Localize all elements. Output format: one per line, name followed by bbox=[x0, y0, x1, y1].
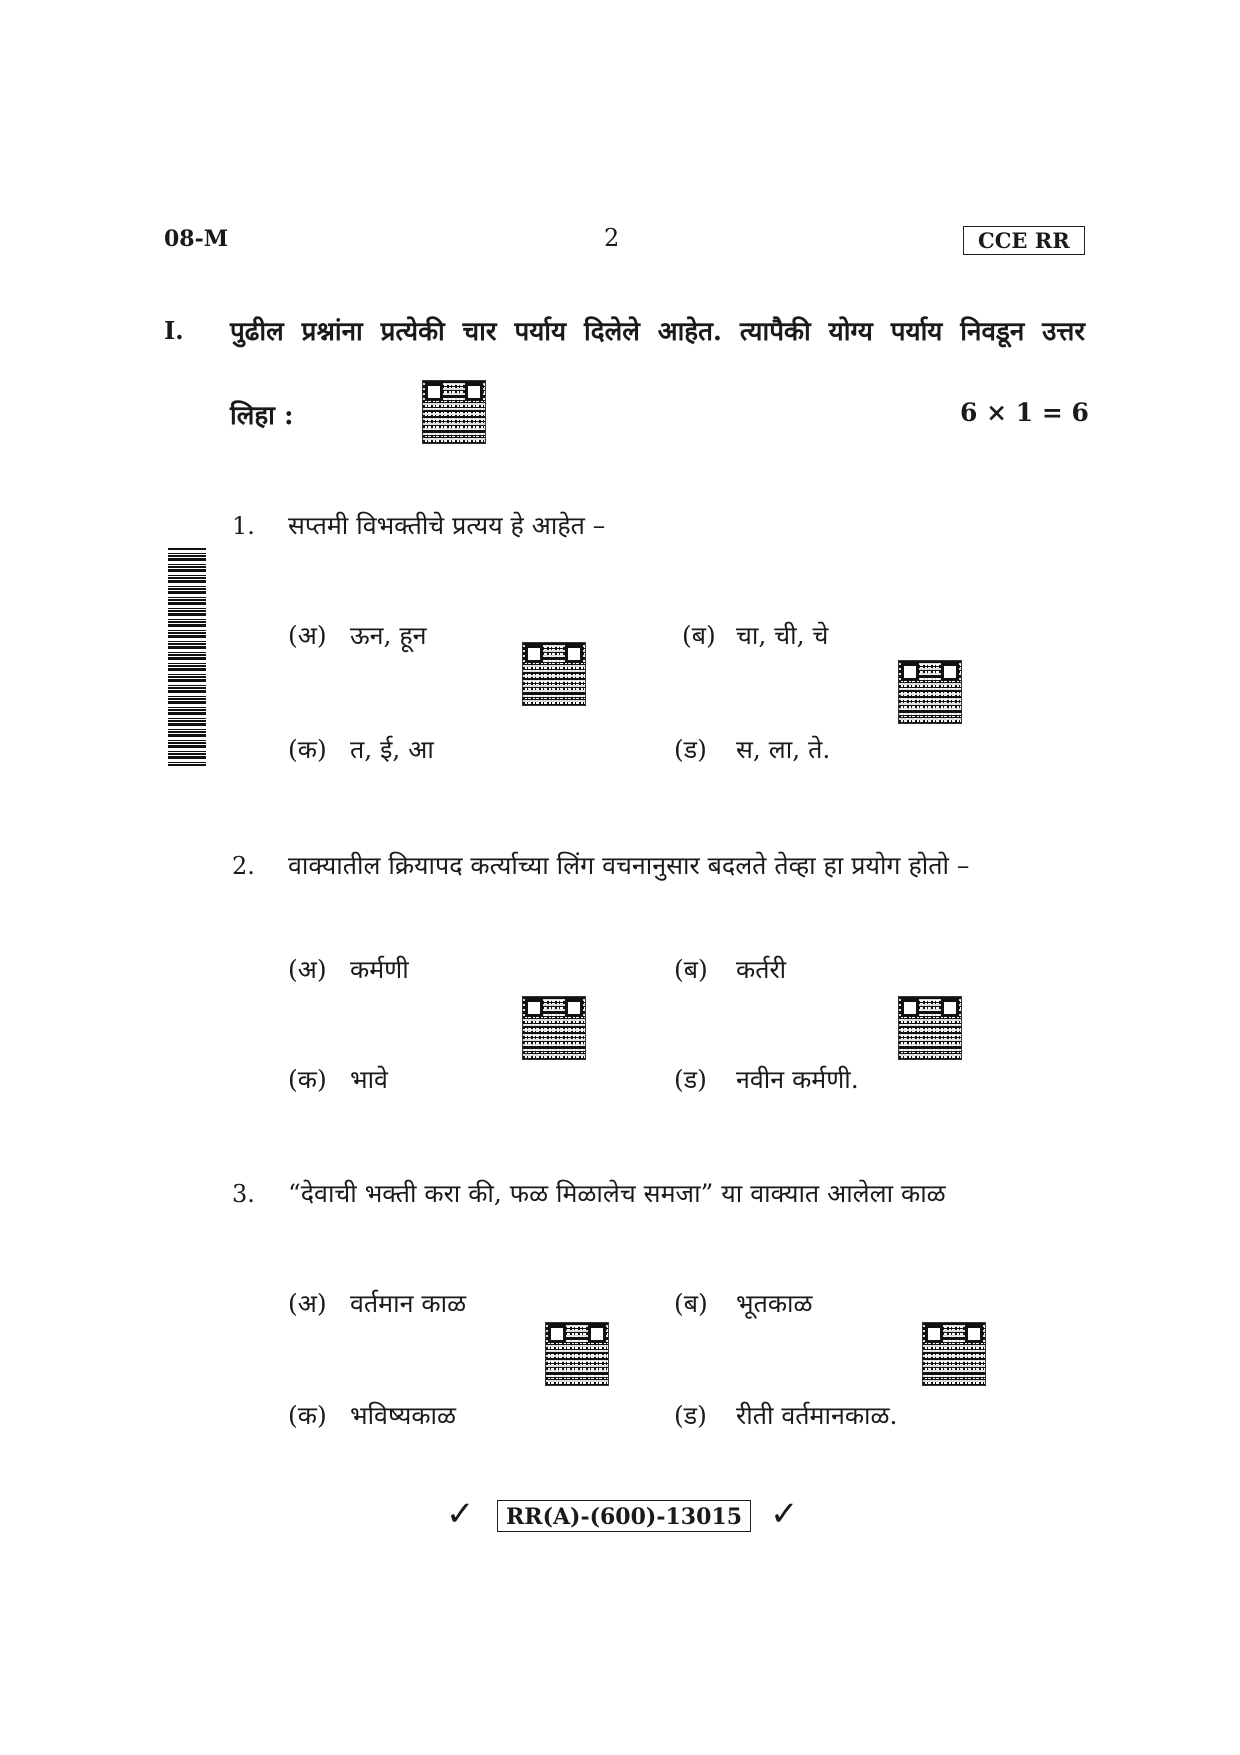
option-a bbox=[288, 618, 427, 652]
tick-mark-icon: ✓ bbox=[770, 1494, 799, 1534]
option-label: (क) bbox=[288, 1065, 327, 1094]
section-number: I. bbox=[164, 316, 184, 345]
option-label: (क) bbox=[288, 735, 327, 764]
option-text: ऊन, हून bbox=[350, 621, 427, 650]
option-label: (अ) bbox=[288, 621, 327, 650]
option-text: नवीन कर्मणी. bbox=[736, 1065, 859, 1094]
option-label: (अ) bbox=[288, 1289, 327, 1318]
option-text: भावे bbox=[350, 1065, 388, 1094]
option-c bbox=[288, 1062, 388, 1096]
question-number: 3. bbox=[232, 1180, 255, 1208]
question-text: सप्तमी विभक्तीचे प्रत्यय हे आहेत – bbox=[288, 511, 606, 540]
option-label: (ड) bbox=[674, 1401, 707, 1430]
tick-mark-icon: ✓ bbox=[446, 1494, 475, 1534]
option-d bbox=[674, 1062, 859, 1096]
qr-code-icon bbox=[522, 996, 586, 1060]
question-text: “देवाची भक्ती करा की, फळ मिळालेच समजा” या वाक्यात आलेला काळ bbox=[288, 1179, 946, 1208]
option-a bbox=[288, 1286, 466, 1320]
option-label: (ड) bbox=[674, 735, 707, 764]
option-c bbox=[288, 1398, 456, 1432]
qr-code-icon bbox=[545, 1322, 609, 1386]
option-c bbox=[288, 732, 434, 766]
qr-code-icon bbox=[522, 642, 586, 706]
option-label: (अ) bbox=[288, 955, 327, 984]
question-number: 1. bbox=[232, 512, 255, 540]
question-number: 2. bbox=[232, 852, 255, 880]
section-marks: 6 × 1 = 6 bbox=[960, 398, 1089, 427]
paper-code: 08-M bbox=[164, 226, 229, 252]
exam-code-box: CCE RR bbox=[963, 226, 1085, 255]
option-d bbox=[674, 1398, 897, 1432]
qr-code-icon bbox=[922, 1322, 986, 1386]
section-instruction-line2: लिहा : bbox=[230, 401, 294, 431]
option-label: (क) bbox=[288, 1401, 327, 1430]
option-a bbox=[288, 952, 409, 986]
option-text: कर्तरी bbox=[736, 955, 787, 984]
barcode-icon bbox=[168, 548, 206, 766]
footer-code-box: RR(A)-(600)-13015 bbox=[497, 1500, 751, 1532]
option-text: त, ई, आ bbox=[350, 735, 434, 764]
section-instruction-line1: पुढील प्रश्नांना प्रत्येकी चार पर्याय दिलेले आहेत. त्यापैकी योग्य पर्याय निवडून उत्तर bbox=[230, 317, 1085, 347]
option-label: (ब) bbox=[674, 1289, 708, 1318]
option-text: स, ला, ते. bbox=[736, 735, 831, 764]
option-text: रीती वर्तमानकाळ. bbox=[736, 1401, 898, 1430]
option-text: चा, ची, चे bbox=[736, 621, 829, 650]
page-number: 2 bbox=[604, 224, 620, 252]
option-text: वर्तमान काळ bbox=[350, 1289, 467, 1318]
option-b bbox=[674, 952, 786, 986]
qr-code-icon bbox=[422, 380, 486, 444]
qr-code-icon bbox=[898, 996, 962, 1060]
option-label: (ब) bbox=[674, 955, 708, 984]
question-text: वाक्यातील क्रियापद कर्त्याच्या लिंग वचनानुसार बदलते तेव्हा हा प्रयोग होतो – bbox=[288, 851, 970, 880]
option-label: (ब) bbox=[682, 621, 716, 650]
option-b bbox=[682, 618, 828, 652]
option-text: भूतकाळ bbox=[736, 1289, 813, 1318]
option-text: भविष्यकाळ bbox=[350, 1401, 457, 1430]
qr-code-icon bbox=[898, 660, 962, 724]
option-d bbox=[674, 732, 830, 766]
option-label: (ड) bbox=[674, 1065, 707, 1094]
option-text: कर्मणी bbox=[350, 955, 409, 984]
option-b bbox=[674, 1286, 813, 1320]
